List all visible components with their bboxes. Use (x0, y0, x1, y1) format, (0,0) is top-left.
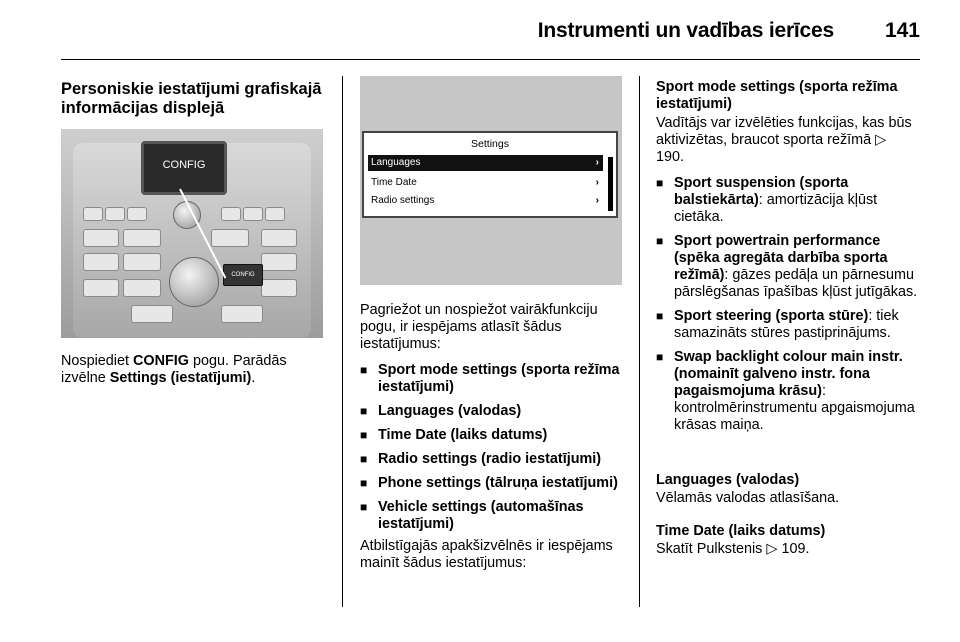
menu-item-label: Languages (371, 157, 421, 168)
menu-item-radio-settings (368, 193, 603, 209)
console-button (211, 229, 249, 247)
chevron-right-icon: › (595, 195, 599, 206)
instruction-text: Nospiediet (61, 353, 133, 369)
preset-button (83, 207, 103, 221)
settings-list (360, 362, 630, 540)
console-button (123, 279, 161, 297)
config-button: CONFIG (223, 264, 263, 286)
menu-item-label: Time Date (371, 177, 417, 188)
console-button (83, 253, 119, 271)
list-item (656, 233, 920, 301)
list-item (656, 175, 920, 226)
settings-screen-figure (360, 76, 622, 285)
console-button (123, 253, 161, 271)
instruction-text: pogu. Parādās izvēlne (61, 353, 287, 386)
settings-term: Settings (iestatījumi) (109, 370, 252, 386)
console-button (221, 305, 263, 323)
header-divider (61, 59, 920, 60)
languages-text: Vēlamās valodas atlasīšana. (656, 490, 840, 506)
column-divider-2 (639, 76, 640, 607)
sport-mode-text: Vadītājs var izvēlēties funkcijas, kas būs aktivizētas, braucot sporta režīmā ▷ 190. (656, 115, 912, 165)
config-instruction (61, 353, 331, 387)
option-title: Swap backlight colour main instr. (nomainīt galveno instr. fona pagaismojuma krāsu) (674, 349, 903, 399)
display-label: CONFIG (162, 159, 206, 171)
config-term: CONFIG (133, 353, 189, 369)
list-item: ■ Radio settings (radio iestatījumi) (360, 451, 630, 468)
list-item: ■ Languages (valodas) (360, 403, 630, 420)
section-heading: Personiskie iestatījumi grafiskajā informācijas displejā (61, 80, 322, 117)
console-button (83, 279, 119, 297)
console-button (261, 279, 297, 297)
list-item (656, 308, 920, 342)
console-button (83, 229, 119, 247)
option-description: : amortizācija kļūst cietāka. (674, 192, 878, 225)
settings-screen (362, 131, 618, 218)
option-description: : kontrolmērinstrumentu apgaismojuma krāsas maiņa. (674, 383, 915, 433)
multifunction-knob (169, 257, 219, 307)
page-number: 141 (884, 19, 920, 42)
scrollbar (608, 157, 613, 211)
display-screen (141, 141, 227, 195)
intro-paragraph: Pagriežot un nospiežot vairākfunkciju pogu, ir iespējams atlasīt šādus iestatījumus: (360, 302, 598, 352)
languages-heading: Languages (valodas) (656, 472, 800, 488)
outro-paragraph: Atbilstīgajās apakšizvēlnēs ir iespējams mainīt šādus iestatījumus: (360, 538, 613, 571)
preset-button (243, 207, 263, 221)
list-item: ■ Time Date (laiks datums) (360, 427, 630, 444)
column-divider-1 (342, 76, 343, 607)
list-item (656, 349, 920, 434)
sport-options-list (656, 175, 920, 441)
menu-item-time-date (368, 175, 603, 191)
preset-button (265, 207, 285, 221)
option-title: Sport steering (sporta stūre) (674, 308, 869, 324)
console-button (123, 229, 161, 247)
option-description: : gāzes pedāļa un pārnesumu pārslēgšanas īpašības kļūst jutīgākas. (674, 267, 918, 300)
menu-item-label: Radio settings (371, 195, 435, 206)
config-console-figure (61, 129, 323, 338)
preset-button (221, 207, 241, 221)
chevron-right-icon: › (595, 177, 599, 188)
instruction-text: . (251, 370, 256, 386)
page-header-title: Instrumenti un vadības ierīces (537, 19, 834, 42)
time-date-text: Skatīt Pulkstenis ▷ 109. (656, 541, 810, 557)
list-item: ■ Vehicle settings (automašīnas iestatījumi) (360, 499, 630, 533)
list-item: ■ Phone settings (tālruņa iestatījumi) (360, 475, 630, 492)
preset-button (127, 207, 147, 221)
console-button (261, 229, 297, 247)
screen-title: Settings (471, 138, 509, 150)
time-date-heading: Time Date (laiks datums) (656, 523, 826, 539)
console-button (261, 253, 297, 271)
list-item: ■ Sport mode settings (sporta režīma iestatījumi) (360, 362, 630, 396)
console-button (131, 305, 173, 323)
preset-button (105, 207, 125, 221)
menu-item-languages (368, 155, 603, 171)
sport-mode-heading: Sport mode settings (sporta režīma iestatījumi) (656, 79, 898, 112)
chevron-right-icon: › (595, 157, 599, 168)
option-title: Sport suspension (sporta balstiekārta) (674, 175, 849, 208)
option-description: : tiek samazināts stūres pastiprinājums. (674, 308, 899, 341)
option-title: Sport powertrain performance (spēka agregāta darbība sporta režīmā) (674, 233, 888, 283)
